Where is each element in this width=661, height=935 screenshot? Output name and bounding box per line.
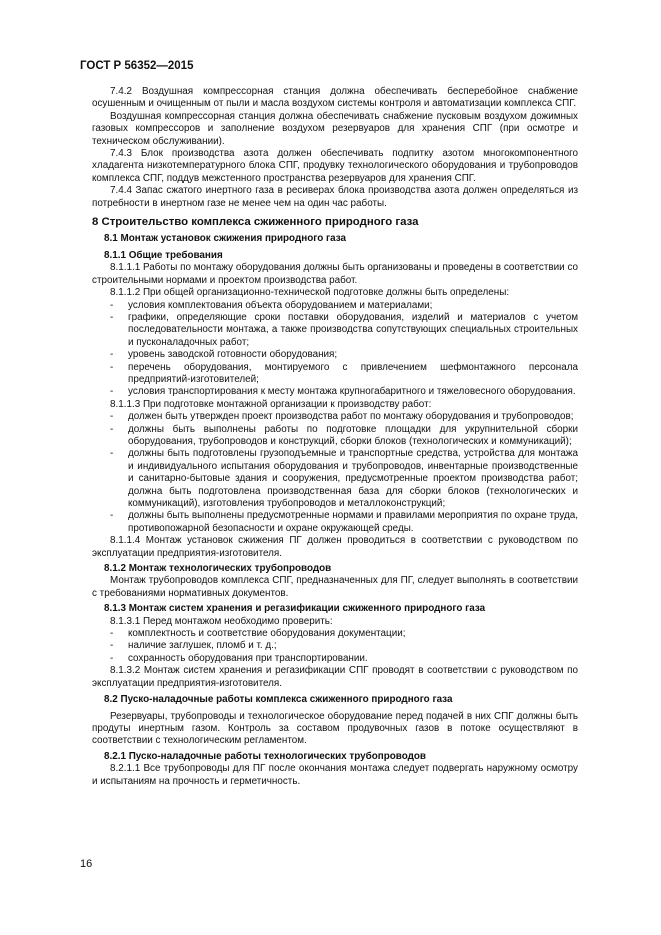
clause-heading: 8.1.3 Монтаж систем хранения и регазификации сжиженного природного газа xyxy=(104,603,486,615)
list-item xyxy=(92,349,578,361)
paragraph: 8.1.3.2 Монтаж систем хранения и регазификации СПГ проводят в соответствии с руководством по эксплуатации предприятия-изготовителя. xyxy=(92,665,578,689)
list-item-text: уровень заводской готовности оборудования; xyxy=(128,349,338,361)
list-item xyxy=(92,448,578,510)
list-item-text: комплектность и соответствие оборудования документации; xyxy=(128,628,406,640)
list-item xyxy=(92,300,578,312)
section-heading: 8 Строительство комплекса сжиженного природного газа xyxy=(92,216,419,229)
list-item xyxy=(92,312,578,349)
paragraph: 8.1.1.2 При общей организационно-технической подготовке должны быть определены: xyxy=(110,287,510,299)
list-item-text: должны быть выполнены работы по подготовке площадки для укрупнительной сборки оборудования, трубопроводов и конструкций, сборки блоков (технологических и коммуникаций); xyxy=(128,423,578,447)
clause-heading: 8.1.1 Общие требования xyxy=(104,249,223,261)
list-dash: - xyxy=(110,411,114,423)
list-item-text: должны быть подготовлены грузоподъемные и транспортные средства, устройства для монтажа и индивидуального испытания оборудования и трубопроводов, инвентарные производственные и санитарно-бытовые здания и сооружения, предусмотренные проектом производства работ; должна быть подготовлена производственная база для сборки блоков (технологических и коммуникаций), изготовления трубопроводов и металлоконструкций; xyxy=(128,448,578,509)
subsection-heading: 8.2 Пуско-наладочные работы комплекса сжиженного природного газа xyxy=(104,694,453,706)
list-dash: - xyxy=(110,510,114,522)
list-item-text: графики, определяющие сроки поставки оборудования, изделий и материалов с учетом последовательности монтажа, а также производства сопутствующих специальных строительных и пусконаладочных работ; xyxy=(128,311,578,348)
paragraph: 8.1.3.1 Перед монтажом необходимо проверить: xyxy=(110,615,333,627)
paragraph: 8.1.1.3 При подготовке монтажной организации к производству работ: xyxy=(110,398,432,410)
list-dash: - xyxy=(110,628,114,640)
list-item-text: условия комплектования объекта оборудованием и материалами; xyxy=(128,299,433,311)
list-item xyxy=(92,653,578,665)
paragraph: 7.4.4 Запас сжатого инертного газа в ресиверах блока производства азота должен определяться из потребности в инертном газе не менее чем на один час работы. xyxy=(92,185,578,209)
list-item xyxy=(92,386,578,398)
list-item-text: должны быть выполнены предусмотренные нормами и правилами мероприятия по охране труда, противопожарной безопасности и охране окружающей среды. xyxy=(128,510,578,534)
list-item xyxy=(92,362,578,387)
list-dash: - xyxy=(110,361,114,373)
list-dash: - xyxy=(110,640,114,652)
list-dash: - xyxy=(110,652,114,664)
list-dash: - xyxy=(110,349,114,361)
paragraph: 8.2.1.1 Все трубопроводы для ПГ после окончания монтажа следует подвергать наружному осмотру и испытаниям на прочность и герметичность. xyxy=(92,763,578,787)
clause-heading: 8.2.1 Пуско-наладочные работы технологических трубопроводов xyxy=(104,750,426,762)
paragraph: 7.4.3 Блок производства азота должен обеспечивать подпитку азотом многокомпонентного хладагента низкотемпературного блока СПГ, продувку технологического оборудования и трубопроводов комплекса СПГ, поддув межстенного пространства резервуаров для хранения СПГ. xyxy=(92,148,578,184)
paragraph: 8.1.1.1 Работы по монтажу оборудования должны быть организованы и проведены в соответствии со строительными нормами и проектом производства работ. xyxy=(92,262,578,286)
list-item xyxy=(92,411,578,423)
subsection-heading: 8.1 Монтаж установок сжижения природного газа xyxy=(104,233,346,245)
list-dash: - xyxy=(110,448,114,460)
paragraph: Воздушная компрессорная станция должна обеспечивать снабжение пусковым воздухом дожимных газовых компрессоров и заполнение воздухом резервуаров для хранения СПГ (при осмотре и техническом обслуживании). xyxy=(92,110,578,147)
list-dash: - xyxy=(110,386,114,398)
list-item-text: условия транспортирования к месту монтажа крупногабаритного и тяжеловесного оборудования. xyxy=(128,386,576,398)
paragraph: Резервуары, трубопроводы и технологическое оборудование перед подачей в них СПГ должны быть продуты инертным газом. Контроль за составом продувочных газов в потоке осуществляют в соответствии с технологическим регламентом. xyxy=(92,710,578,747)
document-header: ГОСТ Р 56352—2015 xyxy=(80,60,194,72)
list-dash: - xyxy=(110,423,114,435)
list-dash: - xyxy=(110,311,114,323)
paragraph: Монтаж трубопроводов комплекса СПГ, предназначенных для ПГ, следует выполнять в соответствии с требованиями нормативных документов. xyxy=(92,575,578,599)
list-item-text: сохранность оборудования при транспортировании. xyxy=(128,652,368,664)
page-number: 16 xyxy=(80,858,93,870)
list-item-text: наличие заглушек, пломб и т. д.; xyxy=(128,640,277,652)
list-item xyxy=(92,424,578,449)
list-item-text: перечень оборудования, монтируемого с привлечением шефмонтажного персонала предприятий-изготовителей; xyxy=(128,361,578,385)
clause-heading: 8.1.2 Монтаж технологических трубопроводов xyxy=(104,563,332,575)
list-item xyxy=(92,640,578,652)
list-item xyxy=(92,628,578,640)
paragraph: 8.1.1.4 Монтаж установок сжижения ПГ должен проводиться в соответствии с руководством по эксплуатации предприятия-изготовителя. xyxy=(92,535,578,559)
document-body xyxy=(92,86,578,788)
list-item-text: должен быть утвержден проект производства работ по монтажу оборудования и трубопроводов; xyxy=(128,411,574,423)
list-dash: - xyxy=(110,299,114,311)
paragraph: 7.4.2 Воздушная компрессорная станция должна обеспечивать бесперебойное снабжение осушенным и очищенным от пыли и масла воздухом системы контроля и автоматизации комплекса СПГ. xyxy=(92,86,578,110)
list-item xyxy=(92,510,578,535)
